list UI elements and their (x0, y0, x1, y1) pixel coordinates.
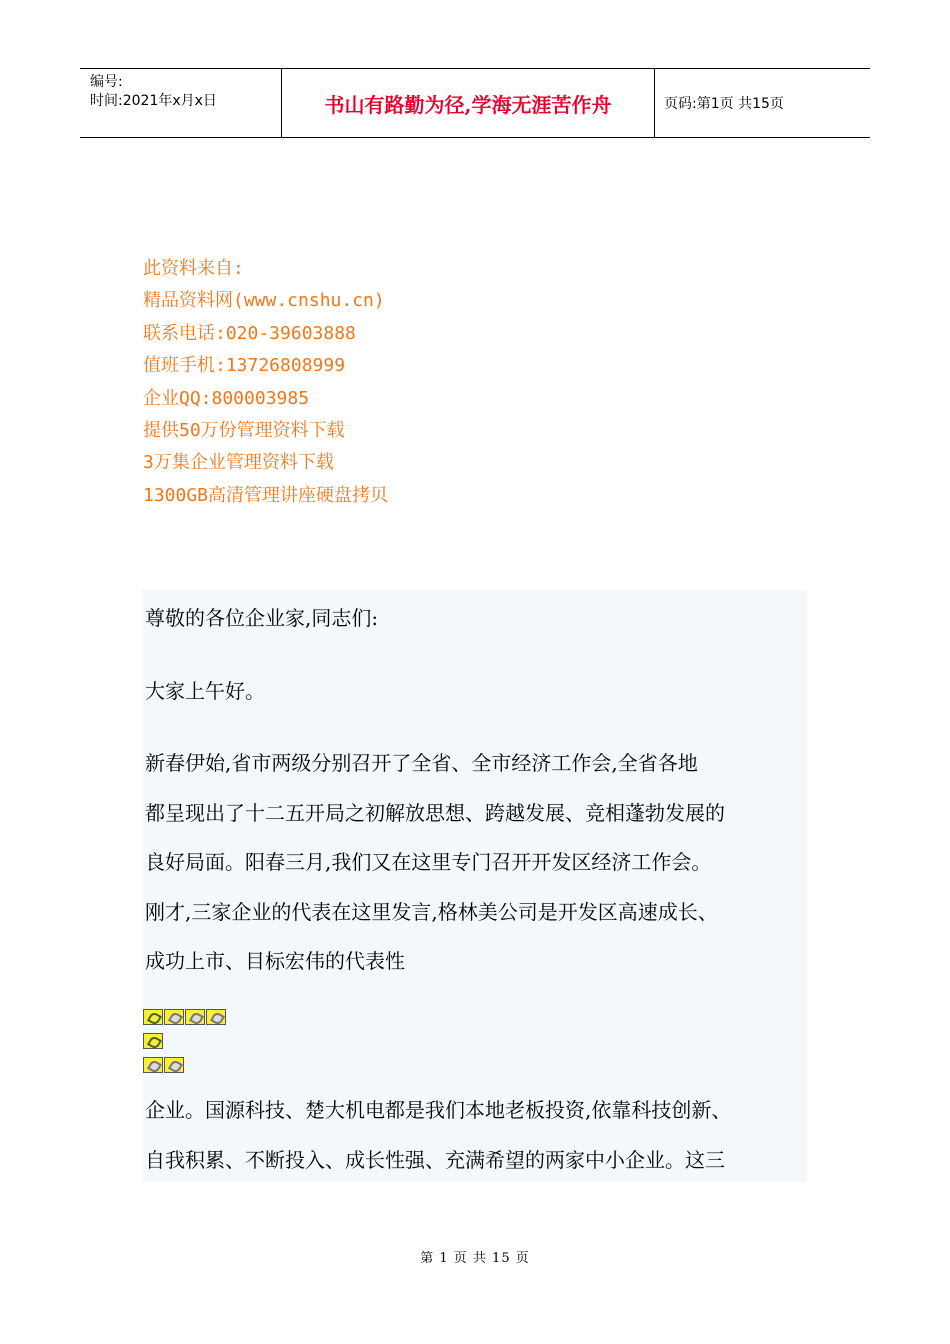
promo-line: 1300GB高清管理讲座硬盘拷贝 (143, 484, 389, 506)
icon-row (143, 1057, 185, 1076)
text-line: 成功上市、目标宏伟的代表性 (145, 949, 405, 973)
clip-icon (206, 1009, 226, 1025)
clip-icon (143, 1057, 163, 1073)
text-line: 良好局面。阳春三月,我们又在这里专门召开开发区经济工作会。 (145, 850, 712, 874)
paragraph-2 (145, 1086, 807, 1185)
header-meta (90, 73, 217, 111)
greeting: 尊敬的各位企业家,同志们: (145, 606, 379, 630)
leaf-icon (143, 1009, 163, 1025)
header-motto: 书山有路勤为径,学海无涯苦作舟 (324, 92, 612, 117)
text-line: 自我积累、不断投入、成长性强、充满希望的两家中小企业。这三 (145, 1147, 725, 1172)
clip-icon (164, 1057, 184, 1073)
page-header (80, 68, 870, 138)
promo-line: 3万集企业管理资料下载 (143, 452, 334, 474)
clip-icon (185, 1009, 205, 1025)
header-divider (654, 69, 655, 137)
promo-line: 值班手机:13726808999 (143, 355, 346, 377)
promo-line: 企业QQ:800003985 (143, 387, 310, 409)
paragraph-1 (145, 739, 807, 987)
promo-line: 联系电话:020-39603888 (143, 322, 356, 344)
body-text-area (143, 590, 807, 1182)
promo-line: 精品资料网(www.cnshu.cn) (143, 290, 385, 312)
text-line: 都呈现出了十二五开局之初解放思想、跨越发展、竞相蓬勃发展的 (145, 800, 725, 825)
text-line: 新春伊始,省市两级分别召开了全省、全市经济工作会,全省各地 (145, 751, 698, 775)
leaf-icon (143, 1033, 163, 1049)
promo-block (143, 253, 388, 512)
clip-icon (164, 1009, 184, 1025)
promo-line: 此资料来自: (143, 258, 244, 279)
header-page-info: 页码:第1页 共15页 (664, 96, 784, 112)
promo-line: 提供50万份管理资料下载 (143, 420, 345, 442)
text-line: 刚才,三家企业的代表在这里发言,格林美公司是开发区高速成长、 (145, 899, 718, 924)
hello-line: 大家上午好。 (145, 679, 265, 703)
text-line: 企业。国源科技、楚大机电都是我们本地老板投资,依靠科技创新、 (145, 1098, 732, 1122)
page-footer: 第 1 页 共 15 页 (420, 1251, 530, 1266)
code-label: 编号: (90, 74, 123, 90)
icon-row (143, 1009, 227, 1028)
time-label: 时间:2021年x月x日 (90, 93, 217, 109)
icon-row (143, 1033, 164, 1052)
